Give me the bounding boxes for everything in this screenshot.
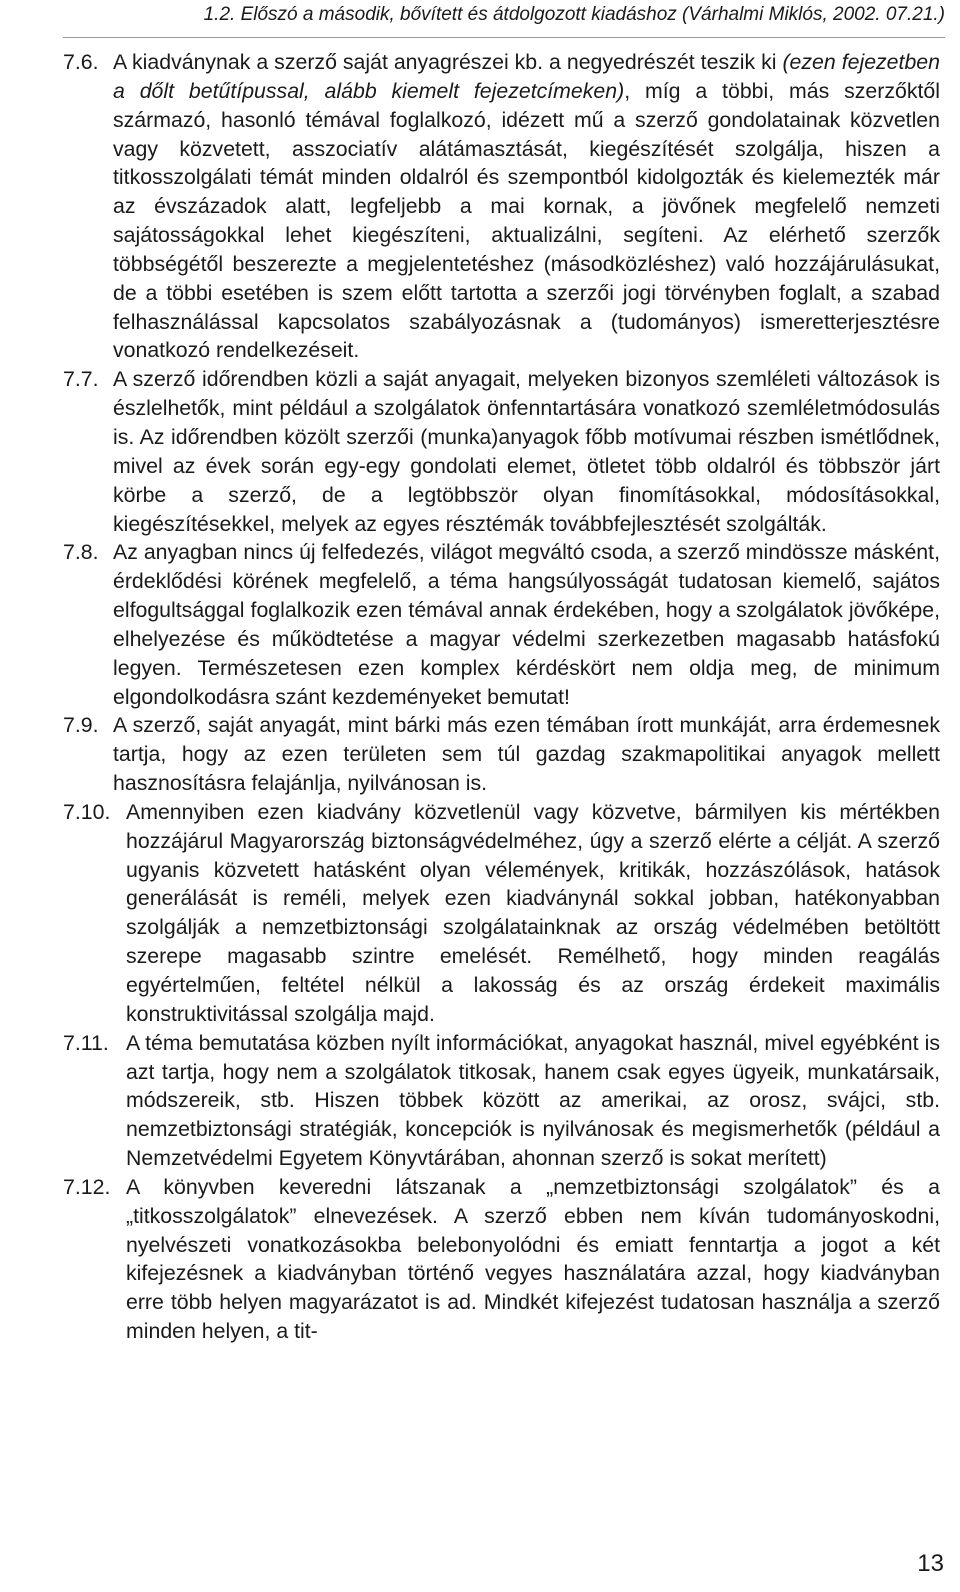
section-body: A szerző, saját anyagát, mint bárki más ezen témában írott munkáját, arra érdemesnek tartja, hogy az ezen területen sem túl gazdag szakmapolitikai anyagok mellett hasznosításra felajánlja, nyilvánosan is. — [113, 713, 940, 796]
section-number: 7.7. — [63, 367, 99, 392]
section-7-7 — [63, 365, 940, 538]
italic-note: (ezen fejezetben a dőlt betűtípussal, alább kiemelt fejezetcímeken) — [113, 50, 940, 103]
section-body: A téma bemutatása közben nyílt információkat, anyagokat használ, mivel egyébként is azt tartja, hogy nem a szolgálatok titkosak, hanem csak egyes ügyeik, munkatársaik, módszereik, stb. Hiszen többek között az amerikai, az orosz, svájci, stb. nemzetbiztonsági stratégiák, koncepciók is nyilvánosak és megismerhetők (például a Nemzetvédelmi Egyetem Könyvtárában, ahonnan szerző is sokat merített) — [126, 1030, 940, 1171]
section-body: A szerző időrendben közli a saját anyagait, melyeken bizonyos szemléleti változások is észlelhetők, mint például a szolgálatok önfenntartására vonatkozó szemléletmódosulás is. Az időrendben közölt szerzői (munka)anyagok főbb motívumai részben ismétlődnek, mivel az évek során egy-egy gondolati elemet, ötletet több oldalról és többször járt körbe a szerző, de a legtöbbször olyan finomításokkal, módosításokkal, kiegészítésekkel, melyek az egyes résztémák továbbfejlesztését szolgálták. — [113, 367, 940, 536]
header-rule — [63, 37, 945, 38]
section-7-6 — [63, 48, 940, 365]
running-header: 1.2. Előszó a második, bővített és átdolgozott kiadáshoz (Várhalmi Miklós, 2002. 07.21.) — [203, 4, 945, 25]
section-body: A könyvben keveredni látszanak a „nemzetbiztonsági szolgálatok” és a „titkosszolgálatok” elnevezések. A szerző ebben nem kíván tudományoskodni, nyelvészeti vonatkozásokba belebonyolódni és emiatt fenntartja a jogot a két kifejezésnek a kiadványban történő vegyes használatára azzal, hogy kiadványban erre több helyen magyarázatot is ad. Mindkét kifejezést tudatosan használja a szerző minden helyen, a tit- — [126, 1174, 940, 1344]
section-body — [113, 48, 940, 365]
section-number: 7.6. — [63, 50, 99, 74]
section-number: 7.8. — [63, 540, 99, 565]
section-7-9 — [63, 711, 940, 798]
page-number: 13 — [917, 1550, 944, 1577]
section-text-continued: , míg a többi, más szerzőktől származó, hasonló témával foglalkozó, idézett mű a szerző gondolatainak közvetlen vagy közvetett, asszociatív alátámasztását, kiegészítését szolgálja, hiszen a titkosszolgálati témát minden oldalról és szempontból kidolgozták és kielemezték már az évszázadok alatt, legfeljebb a mai kornak, a jövőnek megfelelő nemzeti sajátosságokkal lehet kiegészíteni, aktualizálni, segíteni. Az elérhető szerzők többségétől beszerezte a megjelentetéshez (másodközléshez) való hozzájárulásukat, de a többi esetében is szem előtt tartotta a szerzői jogi törvényben foglalt, a szabad felhasználással kapcsolatos szabályozásnak a (tudományos) ismeretterjesztésre vonatkozó rendelkezéseit. — [113, 78, 940, 363]
section-text: A kiadványnak a szerző saját anyagrészei kb. a negyedrészét teszik ki — [113, 50, 783, 74]
section-number: 7.11. — [63, 1030, 109, 1055]
main-content — [63, 48, 940, 1346]
section-7-11 — [63, 1029, 940, 1173]
section-body: Az anyagban nincs új felfedezés, világot megváltó csoda, a szerző mindössze másként, érdeklődési körének megfelelő, a téma hangsúlyosságát tudatosan kiemelő, sajátos elfogultsággal foglalkozik ezen témával annak érdekében, hogy a szolgálatok jövőképe, elhelyezése és működtetése a magyar védelmi szerkezetben magasabb hatásfokú legyen. Természetesen ezen komplex kérdéskört nem oldja meg, de minimum elgondolkodásra szánt kezdeményeket bemutat! — [113, 540, 940, 709]
section-7-12 — [63, 1173, 940, 1346]
section-number: 7.12. — [63, 1174, 111, 1199]
section-number: 7.9. — [63, 713, 99, 738]
section-number: 7.10. — [63, 799, 111, 824]
section-body: Amennyiben ezen kiadvány közvetlenül vagy közvetve, bármilyen kis mértékben hozzájárul Magyarország biztonságvédelméhez, úgy a szerző elérte a célját. A szerző ugyanis közvetett hatásként olyan vélemények, kritikák, hozzászólások, hatások generálását is reméli, melyek ezen kiadványnál sokkal jobban, hatékonyabban szolgálják a nemzetbiztonsági szolgálatainknak az ország védelmében betöltött szerepe magasabb szintre emelését. Remélhető, hogy minden reagálás egyértelműen, feltétel nélkül a lakosság és az ország érdekeit maximális konstruktivitással szolgálja majd. — [126, 799, 940, 1026]
section-7-8 — [63, 538, 940, 711]
section-7-10 — [63, 798, 940, 1029]
